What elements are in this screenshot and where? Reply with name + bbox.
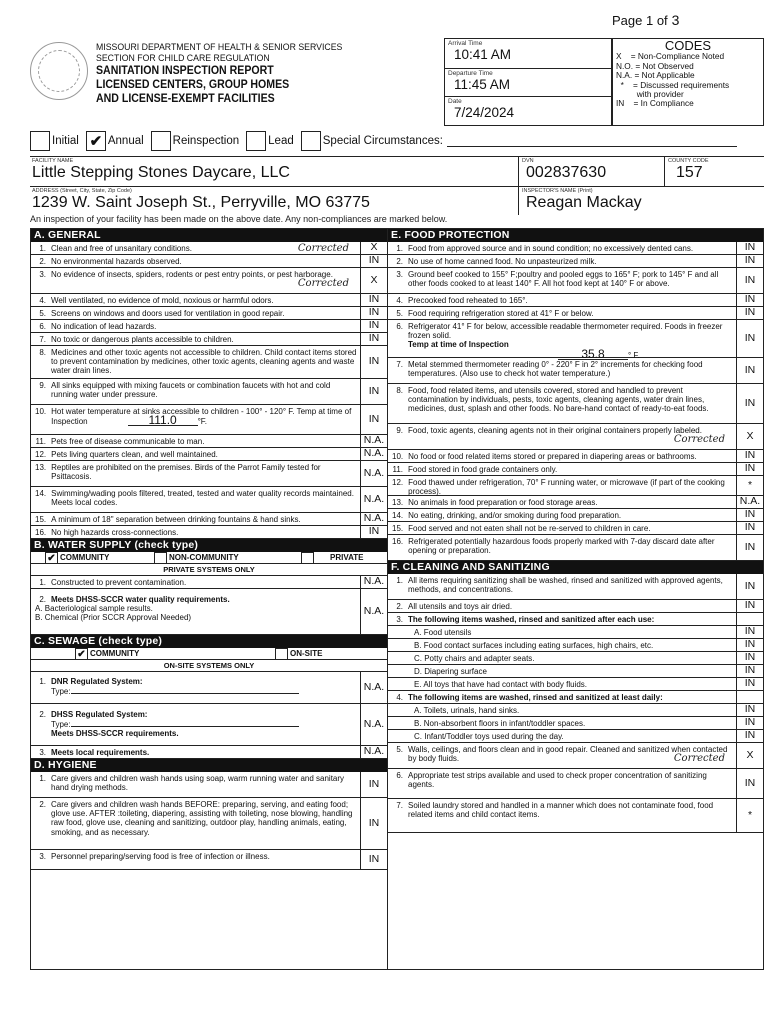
section-sewage-title: C. SEWAGE (check type) — [31, 635, 387, 648]
cleaning-item-4-b-text: B. Non-absorbent floors in infant/toddler spaces. — [414, 719, 586, 728]
food-item-6-temp-unit: ° F. — [628, 350, 640, 360]
cleaning-item-5-code[interactable]: X — [736, 743, 763, 768]
facility-name-label: FACILITY NAME — [32, 158, 74, 164]
sewage-item-3-code[interactable]: N.A. — [360, 746, 387, 758]
annual-checkbox[interactable]: ✔ — [86, 131, 106, 151]
inspection-date[interactable]: 7/24/2024 — [454, 105, 515, 120]
cleaning-item-2-code[interactable]: IN — [736, 600, 763, 612]
left-column — [30, 228, 387, 970]
reinspection-label: Reinspection — [172, 135, 240, 147]
food-item-3-row — [388, 268, 763, 294]
time-box — [444, 38, 612, 126]
food-item-9-code[interactable]: X — [736, 424, 763, 449]
water-item-1: 1. Constructed to prevent contamination. N.A. — [31, 576, 387, 589]
general-item-2-code[interactable]: IN — [360, 255, 387, 267]
food-item-6-temp-label: Temp at time of Inspection — [408, 340, 509, 350]
initial-checkbox[interactable] — [30, 131, 50, 151]
general-item-5-text: Screens on windows and doors used for ventilation in good repair. — [51, 309, 285, 318]
food-item-11-code[interactable]: IN — [736, 463, 763, 475]
food-item-3-code[interactable]: IN — [736, 268, 763, 293]
cleaning-item-4-c-code[interactable]: IN — [736, 730, 763, 742]
hygiene-item-3-text: Personnel preparing/serving food is free of infection or illness. — [51, 852, 270, 861]
page-number — [612, 12, 679, 28]
page-label: Page 1 of — [612, 13, 668, 28]
food-item-14-number: 14. — [392, 511, 404, 520]
food-item-11-text: Food stored in food grade containers only. — [408, 465, 558, 474]
general-item-14-code[interactable]: N.A. — [360, 487, 387, 512]
cleaning-item-3-d-row — [388, 665, 763, 678]
food-item-16-text: Refrigerated potentially hazardous foods properly marked with 7-day discard date after opening or preparation. — [408, 537, 715, 556]
general-item-16-text: No high hazards cross-connections. — [51, 528, 179, 537]
food-item-12-code[interactable]: * — [736, 476, 763, 495]
facility-row — [30, 156, 764, 186]
cleaning-item-3-d-code[interactable]: IN — [736, 665, 763, 677]
cleaning-item-1-number: 1. — [396, 576, 403, 585]
sewage-community-label: COMMUNITY — [90, 648, 140, 658]
cleaning-item-5-text: Walls, ceilings, and floors clean and in good repair. Cleaned and sanitized when contacted by body fluids. — [408, 745, 728, 764]
sewage-onsite-label: ON-SITE — [290, 648, 323, 658]
general-item-3-row — [31, 268, 387, 294]
general-item-7-row — [31, 333, 387, 346]
address-row — [30, 186, 764, 214]
food-item-14-code[interactable]: IN — [736, 509, 763, 521]
cleaning-item-7-code[interactable]: * — [736, 799, 763, 832]
cleaning-item-3-e-row — [388, 678, 763, 691]
dvn-label: DVN — [522, 158, 534, 164]
food-item-12-row — [388, 476, 763, 496]
general-item-6-text: No indication of lead hazards. — [51, 322, 157, 331]
inspector-name[interactable]: Reagan Mackay — [526, 194, 642, 211]
food-item-13-code[interactable]: N.A. — [736, 496, 763, 508]
general-item-15-number: 15. — [35, 515, 47, 524]
cleaning-item-4-a-text: A. Toilets, urinals, hand sinks. — [414, 706, 520, 715]
general-item-7-text: No toxic or dangerous plants accessible to children. — [51, 335, 234, 344]
general-item-10-code[interactable]: IN — [360, 405, 387, 434]
general-item-5-number: 5. — [39, 309, 46, 318]
food-item-7-text: Metal stemmed thermometer reading 0° - 220° F in 2° increments for checking food temperatures. (Also use to check hot water temperature.) — [408, 360, 703, 379]
inspection-type-bar — [30, 130, 744, 152]
food-item-7-code[interactable]: IN — [736, 358, 763, 383]
food-item-11-row — [388, 463, 763, 476]
food-item-15-code[interactable]: IN — [736, 522, 763, 534]
general-item-9-text: All sinks equipped with mixing faucets or combination faucets with hot and cold running water under pressure. — [51, 381, 331, 400]
water-item-2-code[interactable]: N.A. — [360, 589, 387, 634]
general-item-4-code[interactable]: IN — [360, 294, 387, 306]
food-item-13-text: No animals in food preparation or food storage areas. — [408, 498, 598, 507]
general-item-1-number: 1. — [39, 244, 46, 253]
general-item-15-text: A minimum of 18" separation between drinking fountains & hand sinks. — [51, 515, 301, 524]
food-item-7-row — [388, 358, 763, 384]
code-in: IN = In Compliance — [616, 98, 694, 109]
food-item-10-number: 10. — [392, 452, 404, 461]
hygiene-item-1-number: 1. — [39, 774, 46, 783]
food-item-14-row — [388, 509, 763, 522]
general-item-9-code[interactable]: IN — [360, 379, 387, 404]
cleaning-item-3-row — [388, 613, 763, 626]
food-item-7-number: 7. — [396, 360, 403, 369]
section-hygiene-title: D. HYGIENE — [31, 759, 387, 772]
general-item-5-row — [31, 307, 387, 320]
general-item-13-text: Reptiles are prohibited on the premises. Birds of the Parrot Family tested for Psittacosis. — [51, 463, 321, 482]
cleaning-item-3-d-text: D. Diapering surface — [414, 667, 487, 676]
general-item-16-number: 16. — [35, 528, 47, 537]
form-title: SANITATION INSPECTION REPORT — [96, 65, 274, 77]
general-item-1-correction-note: Corrected — [297, 243, 349, 254]
general-item-4-row — [31, 294, 387, 307]
arrival-label: Arrival Time — [448, 40, 483, 47]
water-item-1-code[interactable]: N.A. — [360, 576, 387, 588]
general-item-14-text: Swimming/wading pools filtered, treated, tested and water quality records maintained. Meets local codes. — [51, 489, 354, 508]
cleaning-item-3-a-text: A. Food utensils — [414, 628, 472, 637]
food-item-4-row — [388, 294, 763, 307]
food-item-6-number: 6. — [396, 322, 403, 331]
general-item-6-row — [31, 320, 387, 333]
general-item-15-row — [31, 513, 387, 526]
cleaning-item-3-a-row — [388, 626, 763, 639]
food-item-3-number: 3. — [396, 270, 403, 279]
food-item-5-text: Food requiring refrigeration stored at 41° F or below. — [408, 309, 594, 318]
general-item-13-number: 13. — [35, 463, 47, 472]
general-item-7-code[interactable]: IN — [360, 333, 387, 345]
cleaning-item-3-c-row — [388, 652, 763, 665]
cleaning-item-4-c-text: C. Infant/Toddler toys used during the day. — [414, 732, 564, 741]
food-item-6-text: Refrigerator 41° F for below, accessible readable thermometer required. Foods in freezer frozen solid. — [408, 322, 723, 341]
arrival-time[interactable]: 10:41 AM — [454, 47, 512, 62]
cleaning-item-3-text: The following items washed, rinsed and sanitized after each use: — [408, 615, 655, 624]
general-items — [31, 242, 387, 539]
general-item-9-number: 9. — [39, 381, 46, 390]
water-item-2: 2. Meets DHSS-SCCR water quality requirements. A. Bacteriological sample results. B. Chemical (Prior SCCR Approval Needed) N.A. — [31, 589, 387, 635]
general-item-13-row — [31, 461, 387, 487]
cleaning-item-2-row — [388, 600, 763, 613]
sewage-item-3: 3. Meets local requirements. N.A. — [31, 746, 387, 759]
food-item-8-number: 8. — [396, 386, 403, 395]
general-item-10-row — [31, 405, 387, 435]
general-item-9-row — [31, 379, 387, 405]
general-item-14-row — [31, 487, 387, 513]
sewage-community-checkbox[interactable]: ✔ — [75, 648, 88, 660]
food-item-6-temp-value[interactable]: 35.8 — [558, 350, 628, 360]
food-item-10-row — [388, 450, 763, 463]
cleaning-item-6-row — [388, 769, 763, 799]
section-food-title: E. FOOD PROTECTION — [388, 229, 763, 242]
cleaning-item-4-b-code[interactable]: IN — [736, 717, 763, 729]
general-item-10-text: Hot water temperature at sinks accessible to children - 100° - 120° F. Temp at time of Inspection — [51, 407, 352, 427]
cleaning-item-3-b-text: B. Food contact surfaces including eating surfaces, high chairs, etc. — [414, 641, 654, 650]
section-cleaning-title: F. CLEANING AND SANITIZING — [388, 561, 763, 574]
inspector-label: INSPECTOR'S NAME (Print) — [522, 188, 593, 194]
cleaning-item-4-a-row — [388, 704, 763, 717]
cleaning-item-6-code[interactable]: IN — [736, 769, 763, 798]
food-item-2-text: No use of home canned food. No unpasteurized milk. — [408, 257, 597, 266]
code-x: X = Non-Compliance Noted — [616, 51, 725, 62]
food-item-8-row — [388, 384, 763, 424]
cleaning-item-3-e-code[interactable]: IN — [736, 678, 763, 690]
general-item-5-code[interactable]: IN — [360, 307, 387, 319]
departure-time[interactable]: 11:45 AM — [454, 77, 511, 92]
codes-title: CODES — [664, 38, 712, 53]
general-item-4-number: 4. — [39, 296, 46, 305]
cleaning-item-5-number: 5. — [396, 745, 403, 754]
cleaning-item-4-b-row — [388, 717, 763, 730]
cleaning-item-3-c-text: C. Potty chairs and adapter seats. — [414, 654, 535, 663]
code-star: * = Discussed requirements — [616, 79, 730, 90]
cleaning-item-7-number: 7. — [396, 801, 403, 810]
onsite-systems-header: ON-SITE SYSTEMS ONLY — [31, 660, 387, 672]
hygiene-item-3-number: 3. — [39, 852, 46, 861]
water-community-label: COMMUNITY — [60, 552, 110, 562]
code-na: N.A. = Not Applicable — [616, 70, 695, 81]
water-private-label: PRIVATE — [330, 552, 364, 562]
food-item-9-number: 9. — [396, 426, 403, 435]
cleaning-item-3-c-code[interactable]: IN — [736, 652, 763, 664]
general-item-13-code[interactable]: N.A. — [360, 461, 387, 486]
cleaning-item-4-a-code[interactable]: IN — [736, 704, 763, 716]
food-item-2-row — [388, 255, 763, 268]
sewage-item-1: 1. DNR Regulated System: Type: N.A. — [31, 672, 387, 704]
sewage-onsite-checkbox[interactable] — [275, 648, 288, 660]
cleaning-item-6-text: Appropriate test strips available and used to check proper concentration of sanitizing agents. — [408, 771, 707, 790]
general-item-16-code[interactable]: IN — [360, 526, 387, 538]
hygiene-item-2-number: 2. — [39, 800, 46, 809]
special-label: Special Circumstances: — [322, 135, 443, 147]
cleaning-item-4-number: 4. — [396, 693, 403, 702]
form-subtitle-2: AND LICENSE-EXEMPT FACILITIES — [96, 93, 275, 105]
county-code[interactable]: 157 — [676, 164, 703, 181]
hygiene-item-3-code[interactable]: IN — [360, 850, 387, 869]
cleaning-item-4-row — [388, 691, 763, 704]
food-item-5-number: 5. — [396, 309, 403, 318]
food-item-5-code[interactable]: IN — [736, 307, 763, 319]
cleaning-item-3-code[interactable] — [736, 613, 763, 625]
cleaning-item-4-c-row — [388, 730, 763, 743]
private-systems-header: PRIVATE SYSTEMS ONLY — [31, 564, 387, 576]
cleaning-item-4-text: The following items are washed, rinsed and sanitized at least daily: — [408, 693, 663, 702]
hygiene-item-1-row — [31, 772, 387, 798]
initial-label: Initial — [52, 135, 79, 147]
date-label: Date — [448, 98, 462, 105]
general-item-11-text: Pets free of disease communicable to man. — [51, 437, 205, 446]
section-name: SECTION FOR CHILD CARE REGULATION — [96, 53, 270, 64]
general-item-11-code[interactable]: N.A. — [360, 435, 387, 447]
cleaning-item-3-e-text: E. All toys that have had contact with body fluids. — [414, 680, 587, 689]
hygiene-item-2-code[interactable]: IN — [360, 798, 387, 849]
food-item-11-number: 11. — [392, 465, 403, 474]
food-item-13-number: 13. — [392, 498, 404, 507]
general-item-3-correction-note: Corrected — [297, 278, 349, 290]
general-item-2-number: 2. — [39, 257, 46, 266]
sewage-item-2-code[interactable]: N.A. — [360, 704, 387, 745]
cleaning-item-1-row — [388, 574, 763, 600]
water-community-checkbox[interactable]: ✔ — [45, 552, 58, 564]
water-private-checkbox[interactable] — [301, 552, 314, 564]
food-item-8-code[interactable]: IN — [736, 384, 763, 423]
codes-legend — [612, 38, 764, 126]
special-checkbox[interactable] — [301, 131, 321, 151]
general-item-8-row — [31, 346, 387, 379]
section-general-title: A. GENERAL — [31, 229, 387, 242]
food-item-9-row — [388, 424, 763, 450]
general-item-11-number: 11. — [35, 437, 46, 446]
hygiene-items — [31, 772, 387, 870]
food-item-3-text: Ground beef cooked to 155° F;poultry and pooled eggs to 165° F; pork to 145° F and all other foods cooked to at least 140° F. All hot food kept at 140° F or above. — [408, 270, 719, 289]
food-item-1-number: 1. — [396, 244, 403, 253]
cleaning-item-3-a-code[interactable]: IN — [736, 626, 763, 638]
lead-label: Lead — [268, 135, 294, 147]
cleaning-item-4-code[interactable] — [736, 691, 763, 703]
food-item-15-number: 15. — [392, 524, 404, 533]
code-no: N.O. = Not Observed — [616, 60, 694, 71]
lead-checkbox[interactable] — [246, 131, 266, 151]
food-item-2-code[interactable]: IN — [736, 255, 763, 267]
form-subtitle-1: LICENSED CENTERS, GROUP HOMES — [96, 79, 290, 91]
code-star-cont: with provider — [616, 89, 684, 100]
general-item-2-row — [31, 255, 387, 268]
food-item-6-row — [388, 320, 763, 361]
general-item-3-number: 3. — [39, 270, 46, 279]
general-item-11-row — [31, 435, 387, 448]
facility-name[interactable]: Little Stepping Stones Daycare, LLC — [32, 164, 290, 181]
food-item-5-row — [388, 307, 763, 320]
reinspection-checkbox[interactable] — [151, 131, 171, 151]
hygiene-item-1-code[interactable]: IN — [360, 772, 387, 797]
dept-name: MISSOURI DEPARTMENT OF HEALTH & SENIOR SERVICES — [96, 42, 343, 53]
water-noncommunity-label: NON-COMMUNITY — [169, 552, 239, 562]
food-item-12-text: Food thawed under refrigeration, 70° F running water, or microwave (if part of the cooking process). — [408, 478, 725, 497]
general-item-1-text: Clean and free of unsanitary conditions. — [51, 244, 192, 253]
general-item-4-text: Well ventilated, no evidence of mold, noxious or harmful odors. — [51, 296, 274, 305]
cleaning-item-3-number: 3. — [396, 615, 403, 624]
food-items — [388, 242, 763, 561]
general-item-6-number: 6. — [39, 322, 46, 331]
general-item-10-temp-value[interactable]: 111.0 — [128, 416, 198, 426]
hygiene-item-2-text: Care givers and children wash hands BEFORE: preparing, serving, and eating food; glove use. AFTER :toileting, diapering, assisting with toileting, nose blowing, handling raw food, glove use, cleaning and sanitizing, outdoor play, handling animals, eating, smoking, and as necessary. — [51, 800, 353, 837]
general-item-8-text: Medicines and other toxic agents not accessible to children. Child contact items stored to prevent contamination by medicines, other toxic agents, cleaning agents and waste water drain lines. — [51, 348, 357, 376]
food-item-15-row — [388, 522, 763, 535]
general-item-12-code[interactable]: N.A. — [360, 448, 387, 460]
cleaning-item-6-number: 6. — [396, 771, 403, 780]
food-item-12-number: 12. — [392, 478, 404, 487]
food-item-4-code[interactable]: IN — [736, 294, 763, 306]
state-seal — [30, 42, 88, 100]
hygiene-item-1-text: Care givers and children wash hands using soap, warm running water and sanitary hand drying methods. — [51, 774, 345, 793]
general-item-7-number: 7. — [39, 335, 46, 344]
food-item-14-text: No eating, drinking, and/or smoking during food preparation. — [408, 511, 622, 520]
inspection-note: An inspection of your facility has been made on the above date. Any non-compliances are marked below. — [30, 214, 448, 224]
food-item-2-number: 2. — [396, 257, 403, 266]
departure-label: Departure Time — [448, 70, 493, 77]
general-item-8-code[interactable]: IN — [360, 346, 387, 378]
cleaning-item-7-text: Soiled laundry stored and handled in a manner which does not contaminate food, food related items and child contact items. — [408, 801, 714, 820]
food-item-1-code[interactable]: IN — [736, 242, 763, 254]
food-item-9-correction-note: Corrected — [673, 434, 725, 446]
page-count: 3 — [671, 12, 680, 28]
food-item-6-code[interactable]: IN — [736, 320, 763, 357]
cleaning-item-5-correction-note: Corrected — [673, 753, 725, 765]
address-label: ADDRESS (Street, City, State, Zip Code) — [32, 188, 132, 194]
sewage-item-2: 2. DHSS Regulated System: Type: Meets DHSS-SCCR requirements. N.A. — [31, 704, 387, 746]
food-item-8-text: Food, food related items, and utensils covered, stored and handled to prevent contamination by individuals, pests, toxic agents, cleaning agents, water drain lines, medicines, dust, splash and other foods. No bare-hand contact of ready-to-eat foods. — [408, 386, 709, 414]
cleaning-item-3-b-row — [388, 639, 763, 652]
general-item-16-row — [31, 526, 387, 539]
general-item-1-row — [31, 242, 387, 255]
form-header — [96, 42, 342, 106]
general-item-8-number: 8. — [39, 348, 46, 357]
food-item-10-text: No food or food related items stored or prepared in diapering areas or bathrooms. — [408, 452, 697, 461]
general-item-2-text: No environmental hazards observed. — [51, 257, 182, 266]
general-item-10-number: 10. — [35, 407, 47, 416]
general-item-1-code[interactable]: X — [360, 242, 387, 254]
hygiene-item-3-row — [31, 850, 387, 870]
food-item-16-row — [388, 535, 763, 561]
food-item-4-number: 4. — [396, 296, 403, 305]
food-item-13-row — [388, 496, 763, 509]
general-item-6-code[interactable]: IN — [360, 320, 387, 332]
food-item-4-text: Precooked food reheated to 165°. — [408, 296, 528, 305]
food-item-10-code[interactable]: IN — [736, 450, 763, 462]
general-item-14-number: 14. — [35, 489, 47, 498]
water-noncommunity-checkbox[interactable] — [154, 552, 167, 564]
general-item-15-code[interactable]: N.A. — [360, 513, 387, 525]
facility-address[interactable]: 1239 W. Saint Joseph St., Perryville, MO 63775 — [32, 194, 370, 211]
general-item-12-number: 12. — [35, 450, 47, 459]
food-item-15-text: Food served and not eaten shall not be re-served to children in care. — [408, 524, 651, 533]
general-item-3-code[interactable]: X — [360, 268, 387, 293]
food-item-9-text: Food, toxic agents, cleaning agents not in their original containers properly labeled. — [408, 426, 702, 435]
cleaning-item-5-row — [388, 743, 763, 769]
sewage-type-row — [31, 648, 387, 660]
food-item-16-number: 16. — [392, 537, 404, 546]
general-item-12-row — [31, 448, 387, 461]
cleaning-item-1-text: All items requiring sanitizing shall be washed, rinsed and sanitized with approved agents, methods, and concentrations. — [408, 576, 723, 595]
right-column — [387, 228, 764, 970]
cleaning-item-1-code[interactable]: IN — [736, 574, 763, 599]
county-code-label: COUNTY CODE — [668, 158, 709, 164]
water-type-row — [31, 552, 387, 564]
special-line[interactable] — [447, 135, 737, 147]
food-item-1-row — [388, 242, 763, 255]
food-item-1-text: Food from approved source and in sound condition; no excessively dented cans. — [408, 244, 694, 253]
general-item-3-text: No evidence of insects, spiders, rodents or pest entry points, or pest harborage. — [51, 270, 333, 279]
annual-label: Annual — [107, 135, 144, 147]
cleaning-item-7-row — [388, 799, 763, 833]
sewage-item-1-code[interactable]: N.A. — [360, 672, 387, 703]
general-item-12-text: Pets living quarters clean, and well maintained. — [51, 450, 218, 459]
hygiene-item-2-row — [31, 798, 387, 850]
cleaning-item-3-b-code[interactable]: IN — [736, 639, 763, 651]
section-water-title: B. WATER SUPPLY (check type) — [31, 539, 387, 552]
cleaning-item-2-text: All utensils and toys air dried. — [408, 602, 513, 611]
general-item-10-temp-unit: °F. — [197, 417, 208, 427]
dvn-value[interactable]: 002837630 — [526, 164, 607, 181]
food-item-16-code[interactable]: IN — [736, 535, 763, 560]
cleaning-item-2-number: 2. — [396, 602, 403, 611]
cleaning-items — [388, 574, 763, 833]
